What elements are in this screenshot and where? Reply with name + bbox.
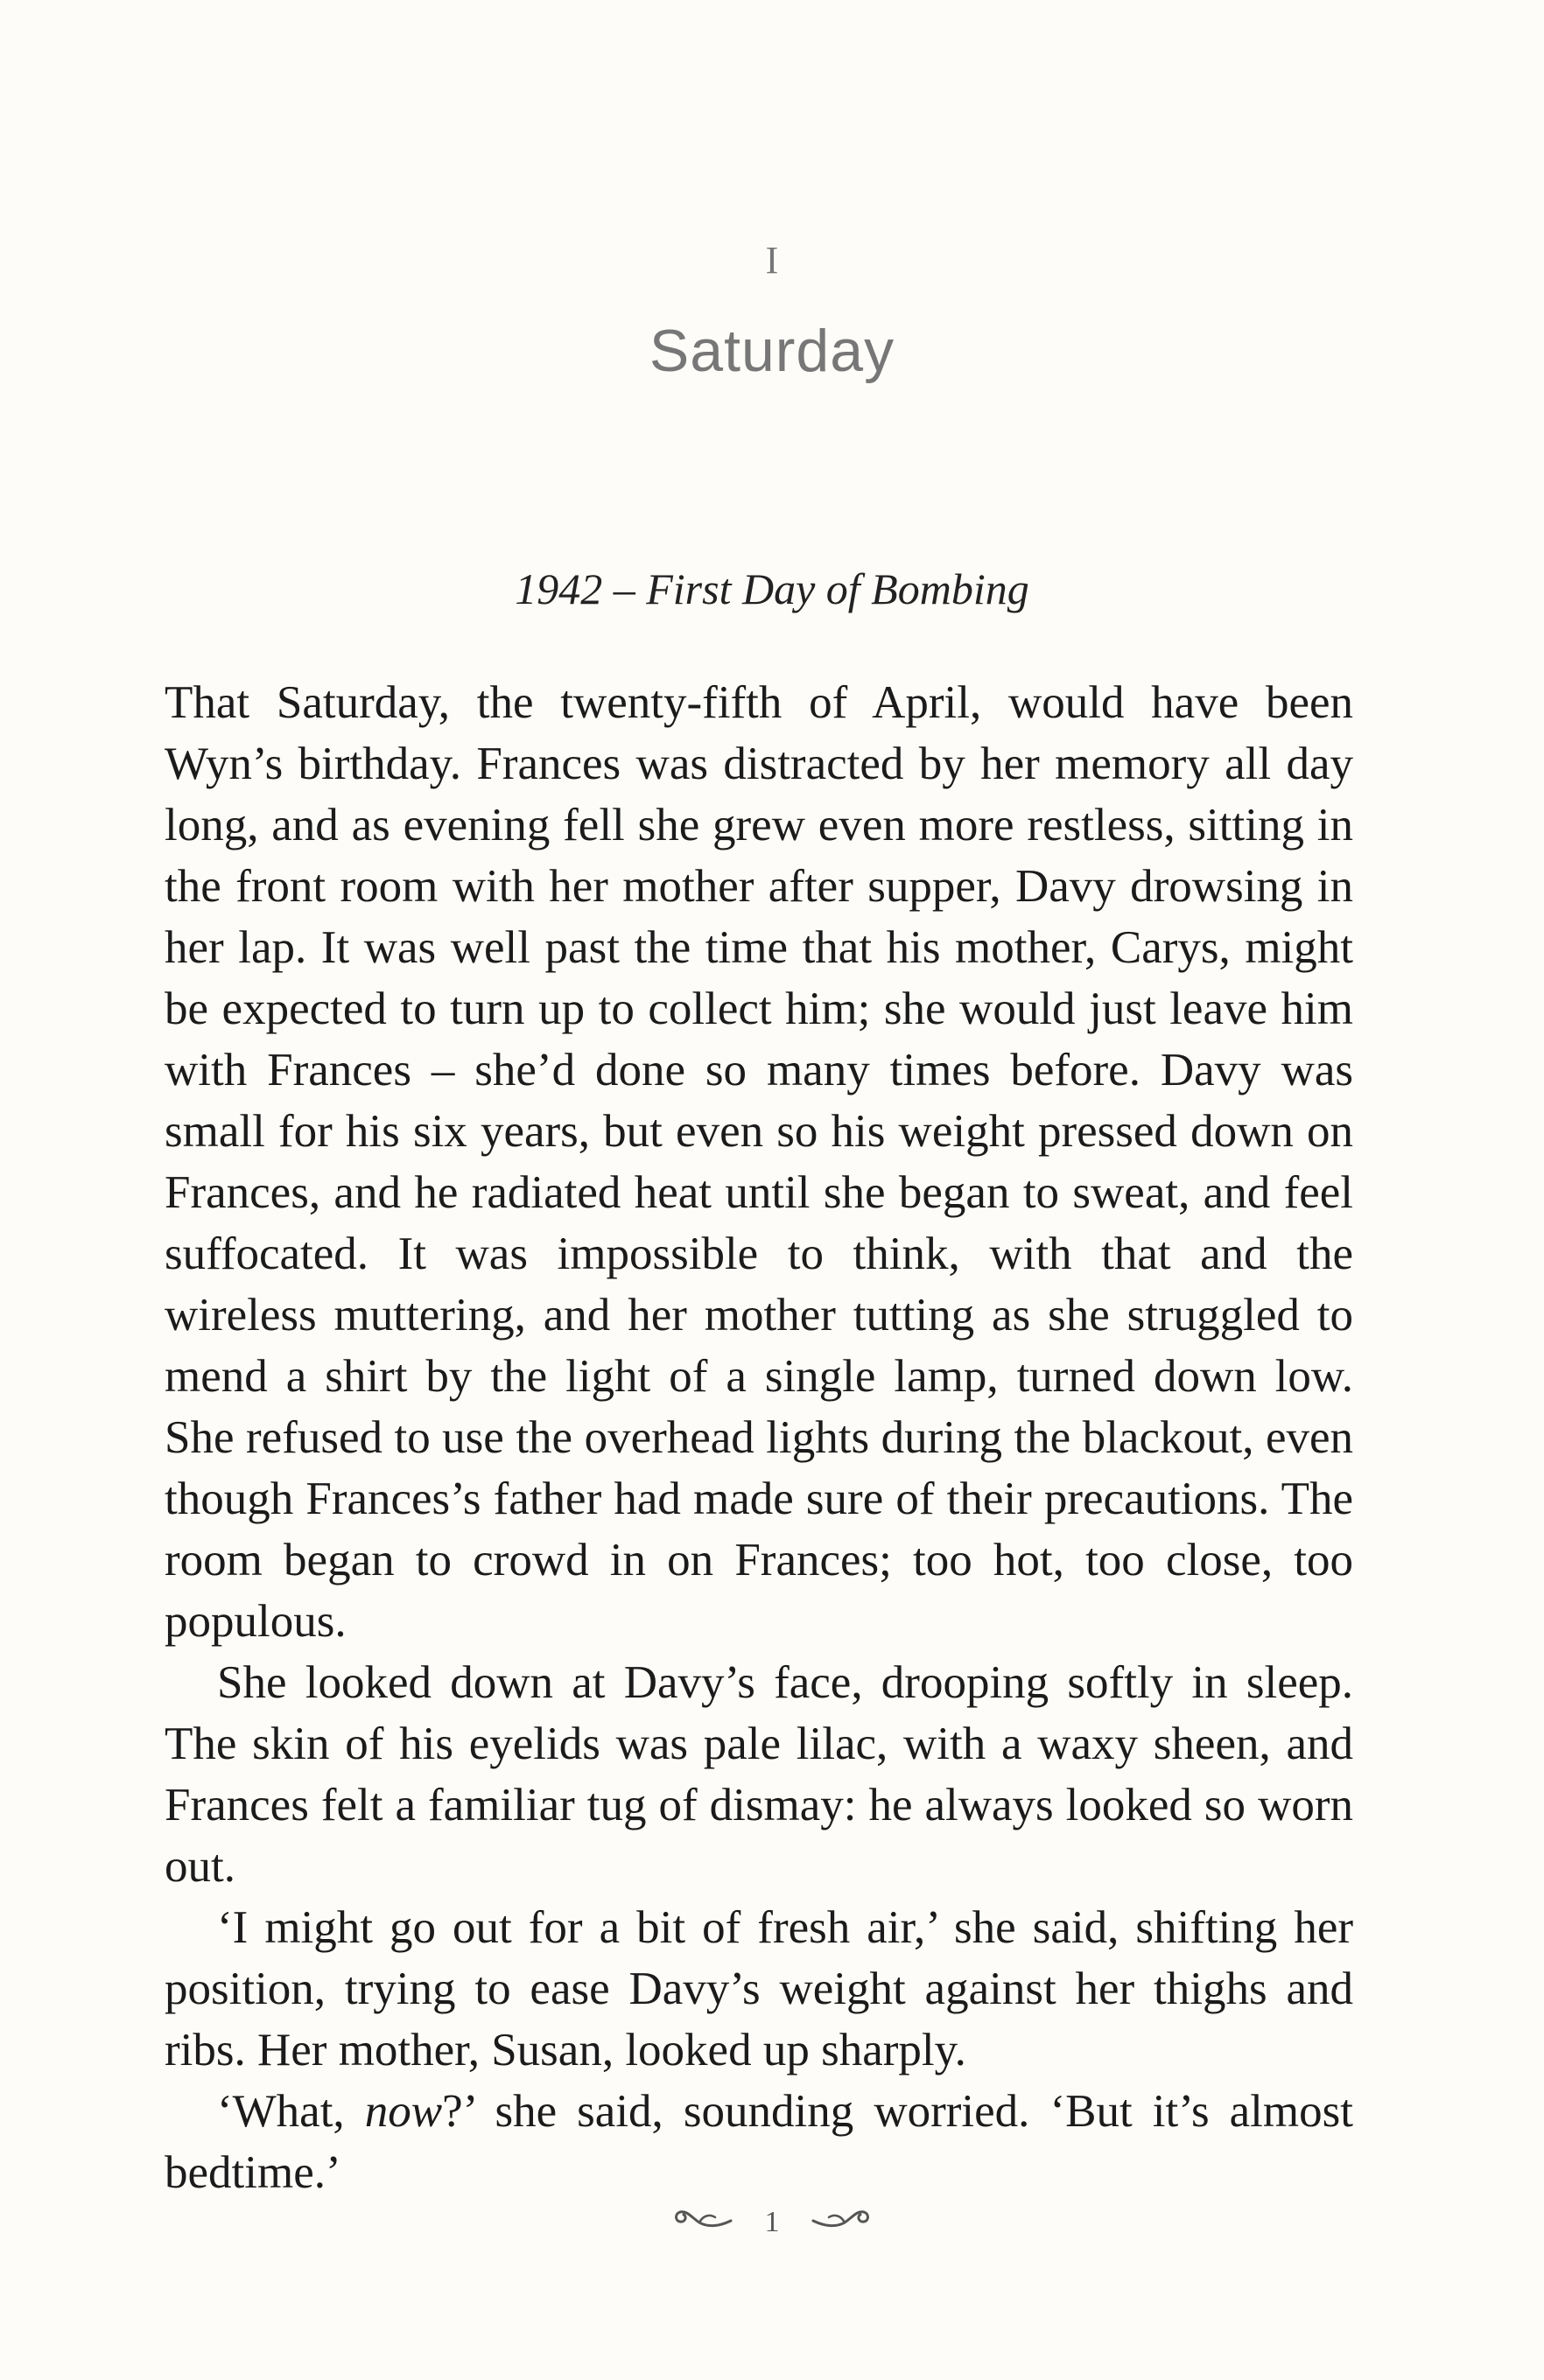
body-text — [165, 672, 1353, 2203]
paragraph-3: ‘I might go out for a bit of fresh air,’ she said, shifting her position, trying to ease Davy’s weight against her thighs and ribs. Her mother, Susan, looked up sharply. — [165, 1902, 1353, 2076]
right-fleuron-icon — [810, 2203, 871, 2241]
section-year: 1942 — [515, 564, 603, 613]
paragraph-2: She looked down at Davy’s face, drooping softly in sleep. The skin of his eyelids was pale lilac, with a waxy sheen, and Frances felt a familiar tug of dismay: he always looked so worn out. — [165, 1657, 1353, 1892]
section-heading — [0, 564, 1544, 614]
paragraph-4-start: ‘What, — [217, 2086, 365, 2137]
paragraph-4-end: ?’ she said, sounding worried. ‘But it’s almost bedtime.’ — [165, 2086, 1353, 2198]
paragraph-4-emphasis: now — [364, 2086, 443, 2137]
section-title: First Day of Bombing — [646, 564, 1029, 613]
left-fleuron-icon — [673, 2203, 734, 2241]
chapter-title: Saturday — [649, 318, 895, 384]
paragraph-4 — [165, 2081, 1353, 2203]
page-footer — [0, 2203, 1544, 2241]
section-dash: – — [602, 564, 647, 613]
page-number: 1 — [764, 2205, 780, 2238]
paragraph-1: That Saturday, the twenty-fifth of April, would have been Wyn’s birthday. Frances was distracted by her memory all day long, and as evening fell she grew even more restless, sitting in the front room with her mother after supper, Davy drowsing in her lap. It was well past the time that his mother, Carys, might be expected to turn up to collect him; she would just leave him with Frances – she’d done so many times before. Davy was small for his six years, but even so his weight pressed down on Frances, and he radiated heat until she began to sweat, and feel suffocated. It was impossible to think, with that and the wireless muttering, and her mother tutting as she struggled to mend a shirt by the light of a single lamp, turned down low. She refused to use the overhead lights during the blackout, even though Frances’s father had made sure of their precautions. The room began to crowd in on Frances; too hot, too close, too populous. — [165, 677, 1353, 1647]
chapter-number: I — [765, 239, 779, 282]
